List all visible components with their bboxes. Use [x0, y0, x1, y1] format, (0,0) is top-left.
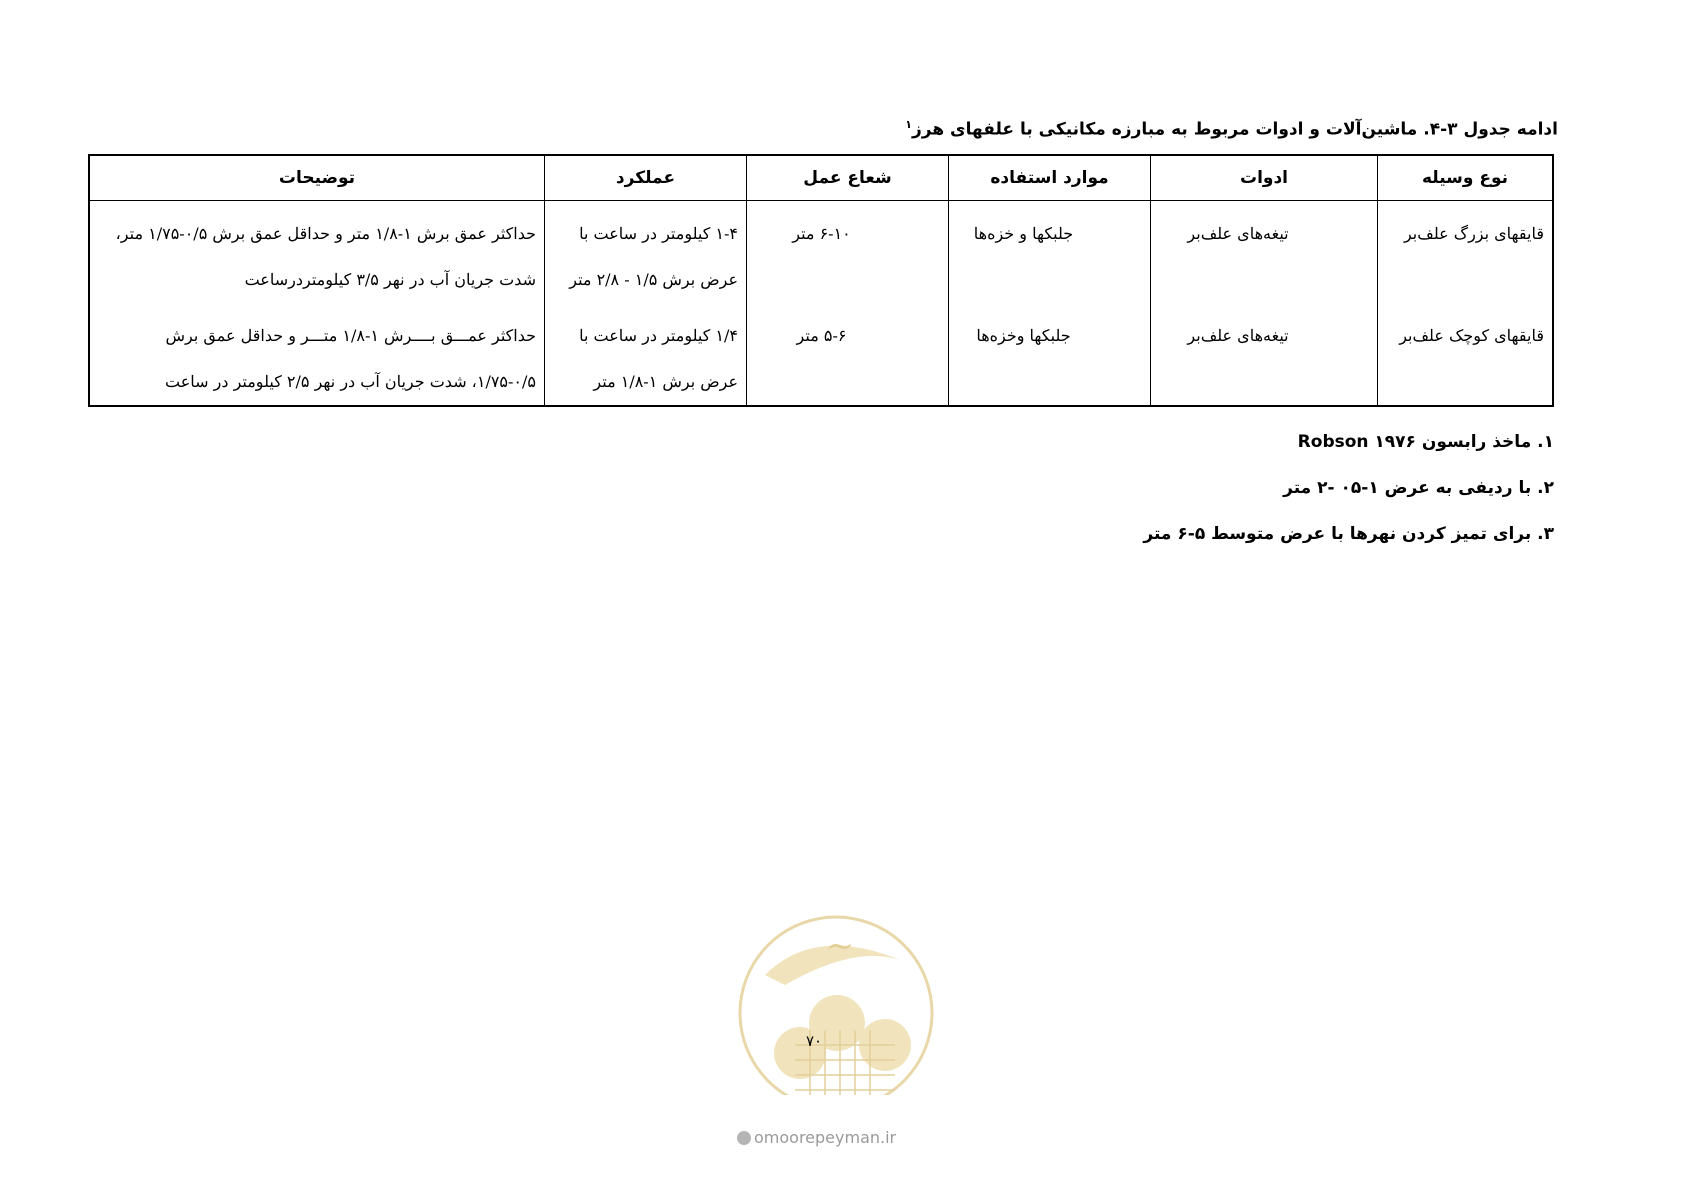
cell-uses: جلبکها وخزه‌ها: [949, 303, 1151, 406]
table-row: [89, 303, 1553, 406]
cell-tools: تیغه‌های علف‌بر: [1151, 201, 1378, 304]
table-row: [89, 201, 1553, 304]
header-tools: ادوات: [1151, 155, 1378, 201]
header-notes: توضیحات: [89, 155, 545, 201]
table-caption: [905, 118, 1558, 140]
footnote-1: ۱. ماخذ رابسون Robson ۱۹۷۶: [1297, 432, 1554, 452]
header-radius: شعاع عمل: [747, 155, 949, 201]
footnote-3: ۳. برای تمیز کردن نهرها با عرض متوسط ۵-۶ متر: [1143, 524, 1554, 544]
cell-notes: حداکثر عمق برش ۱-۱/۸ متر و حداقل عمق برش ۰/۵-۱/۷۵ متر، شدت جریان آب در نهر ۳/۵ کیلومتردرساعت: [115, 224, 536, 289]
footnotes: [1143, 432, 1554, 570]
cell-radius: ۵-۶ متر: [747, 303, 949, 406]
svg-text:~: ~: [825, 926, 855, 966]
site-watermark: [737, 1128, 896, 1147]
header-performance: عملکرد: [545, 155, 747, 201]
at-icon: [737, 1131, 751, 1145]
header-type: نوع وسیله: [1378, 155, 1554, 201]
cell-performance: ۱/۴ کیلومتر در ساعت با عرض برش ۱-۱/۸ متر: [545, 303, 747, 406]
page-number: ۷۰: [806, 1032, 823, 1050]
header-uses: موارد استفاده: [949, 155, 1151, 201]
caption-footnote-mark: ۱: [905, 118, 912, 131]
cell-radius: ۶-۱۰ متر: [747, 201, 949, 304]
cell-notes: حداکثر عمـــق بــــرش ۱-۱/۸ متـــر و حداقل عمق برش ۰/۵-۱/۷۵، شدت جریان آب در نهر ۲/۵ کیلومتر در ساعت: [165, 326, 536, 391]
machinery-table: [88, 154, 1554, 407]
cell-uses: جلبکها و خزه‌ها: [949, 201, 1151, 304]
table-header-row: [89, 155, 1553, 201]
footnote-2: ۲. با ردیفی به عرض ۱-۰۵ -۲ متر: [1283, 478, 1554, 498]
caption-text: ادامه جدول ۳-۴. ماشین‌آلات و ادوات مربوط به مبارزه مکانیکی با علفهای هرز: [911, 119, 1558, 140]
cell-tools: تیغه‌های علف‌بر: [1151, 303, 1378, 406]
publisher-logo-icon: [725, 905, 947, 1095]
watermark-text: omoorepeyman.ir: [754, 1128, 897, 1147]
cell-type: قایقهای کوچک علف‌بر: [1378, 303, 1554, 406]
cell-type: قایقهای بزرگ علف‌بر: [1378, 201, 1554, 304]
cell-performance: ۱-۴ کیلومتر در ساعت با عرض برش ۱/۵ - ۲/۸ متر: [545, 201, 747, 304]
